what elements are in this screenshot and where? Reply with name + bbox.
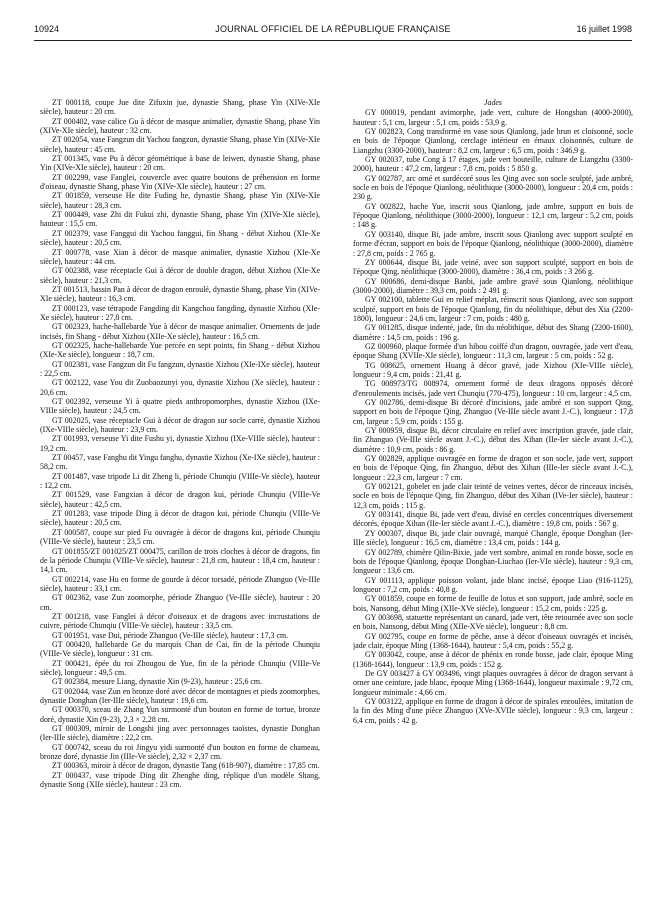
catalog-entry: GY 002100, tablette Gui en relief méplat, réinscrit sous Qianlong, avec son support sculpté, support en bois de l'époque Qianlong, fin du néolithique, début des Xia (2200-1800), longueur : 24,6 cm, largeur : 7 cm, poids : 480 g. — [353, 295, 633, 323]
catalog-entry: GY 000959, disque Bi, décor circulaire en relief avec inscription gravée, jade clair, fin Zhanguo (Ve-IIIe siècle avant J.-C.), début des Xihan (IIe-Ier siècle avant J.-C.), diamètre : 10,9 cm, poids : 86 g. — [353, 426, 633, 454]
publication-date: 16 juillet 1998 — [576, 24, 632, 34]
catalog-entry: ZT 000778, vase Xian à décor de masque animalier, dynastie Xizhou (XIe-Xe siècle), hauteur : 44 cm. — [40, 247, 320, 266]
catalog-entry: GT 002122, vase You dit Zuobaozunyi you, dynastie Xizhou (Xe siècle), hauteur : 20,6 cm. — [40, 378, 320, 397]
catalog-entry: GT 001951, vase Dui, période Zhanguo (Ve-IIIe siècle), hauteur : 17,3 cm. — [52, 630, 289, 640]
catalog-entry: GY 002823, Cong transformé en vase sous Qianlong, jade brun et cloisonné, socle en bois de l'époque Qianlong, cerclage intérieur en émaux cloisonnés, culture de Liangzhu (3300-2000), hauteur : 8,2 cm, largeur : 6,5 cm, poids : 346,9 g. — [353, 127, 633, 155]
catalog-entry: ZT 002054, vase Fangzun dit Yachou fangzun, dynastie Shang, phase Yin (XIVe-XIe siècle), hauteur : 45 cm. — [40, 135, 320, 154]
catalog-entry: GY 001859, coupe en forme de feuille de lotus et son support, jade ambré, socle en bois, Nansong, début Ming (XIIe-XVe siècle), longueur : 15,2 cm, poids : 225 g. — [353, 594, 633, 613]
catalog-entry: GY 002037, tube Cong à 17 étages, jade vert bouteille, culture de Liangzhu (3300-2000), hauteur : 47,2 cm, largeur : 7,8 cm, poids : 5 850 g. — [353, 155, 633, 174]
catalog-entry: ZT 001859, verseuse He dite Fuding he, dynastie Shang, phase Yin (XIVe-XIe siècle), hauteur : 28,3 cm. — [40, 191, 320, 210]
catalog-entry: TG 008625, ornement Huang à décor gravé, jade Xizhou (XIe-VIIIe siècle), longueur : 9,4 cm, poids : 21,41 g. — [353, 360, 633, 379]
catalog-entry: GY 003698, statuette représentant un canard, jade vert, tête retournée avec son socle en bois, Nansong, début Ming (XIIe-XVe siècle), longueur : 8,8 cm. — [353, 612, 633, 632]
catalog-entry: ZT 00457, vase Fanghu dit Yingu fanghu, dynastie Xizhou (Xe-IXe siècle), hauteur : 58,2 cm. — [40, 453, 320, 472]
page-number: 10924 — [34, 24, 60, 34]
catalog-entry: ZT 000587, coupe sur pied Fu ouvragée à décor de dragons kui, période Chunqiu (VIIIe-Ve siècle), hauteur : 23,5 cm. — [40, 527, 320, 547]
catalog-entry: ZT 000363, miroir à décor de dragon, dynastie Tang (618-907), diamètre : 17,85 cm. — [52, 761, 320, 771]
catalog-entry: ZT 001993, verseuse Yi dite Fushu yi, dynastie Xizhou (IXe-VIIIe siècle), hauteur : 19,2 cm. — [40, 434, 320, 453]
catalog-entry: GY 002829, applique ouvragée en forme de dragon et son socle, jade vert, support en bois de l'époque Qing, fin Zhanguo, début des Xihan (IIIe-Ier siècle avant J.-C.), longueur : 22,3 cm, largeur : 7 cm. — [353, 454, 633, 482]
catalog-entry: ZY 000644, disque Bi, jade veiné, avec son support sculpté, support en bois de l'époque Qing, néolithique (3000-2000), diamètre : 36,4 cm, poids : 3 266 g. — [353, 257, 633, 277]
catalog-entry: GT 002025, vase réceptacle Gui à décor de dragon sur socle carré, dynastie Xizhou (IXe-VIIIe siècle), hauteur : 23,9 cm. — [40, 415, 320, 435]
catalog-entry: GT 000742, sceau du roi Jingyu yidi surmonté d'un bouton en forme de chameau, bronze doré, dynastie Jin (IIIe-Ve siècle), 2,32 × 2,37 cm. — [40, 742, 320, 762]
catalog-entry: ZT 001345, vase Pu à décor géométrique à base de leiwen, dynastie Shang, phase Yin (XIVe-XIe siècle), hauteur : 20 cm. — [40, 154, 320, 173]
catalog-entry: GY 001285, disque indenté, jade, fin du néolithique, début des Shang (2200-1600), diamètre : 14,5 cm, poids : 196 g. — [353, 323, 633, 342]
catalog-entry: GT 002381, vase Fangzun dit Fu fangzun, dynastie Xizhou (XIe-IXe siècle), hauteur : 22,5 cm. — [40, 359, 320, 378]
catalog-entry: GY 003122, applique en forme de dragon à décor de spirales enroulées, imitation de la fin des Ming d'une pièce Zhanguo (XVe-XVIIe siècle), longueur : 9,3 cm, largeur : 6,4 cm, poids : 42 g. — [353, 697, 633, 725]
left-column — [40, 98, 320, 888]
catalog-entry: GY 002121, gobelet en jade clair teinté de veines vertes, décor de rinceaux incisés, socle en bois de l'époque Qing, fin Zhanguo, début des Xihan (IVe-Ier siècle), hauteur : 12,3 cm, poids : 115 g. — [353, 482, 633, 510]
catalog-entry: GY 002786, demi-disque Bi décoré d'incisions, jade ambré et son support Qing, support en bois de l'époque Qing, Zhanguo (Ve-IIIe siècle avant J.-C.), longueur : 17,8 cm, largeur : 5,9 cm, poids : 155 g. — [353, 398, 633, 426]
catalog-entry: GY 002795, coupe en forme de pêche, anse à décor d'oiseaux ouvragés et incisés, jade clair, époque Ming (1368-1644), hauteur : 5,4 cm, poids : 55,2 g. — [353, 631, 633, 650]
catalog-entry: GY 003140, disque Bi, jade ambre, inscrit sous Qianlong avec support sculpté en forme d'écran, support en bois de l'époque Qianlong, néolithique (3000-2000), diamètre : 27,8 cm, poids : 2 765 g. — [353, 229, 633, 258]
header-rule — [34, 40, 632, 41]
catalog-entry: GT 001855/ZT 001025/ZT 000475, carillon de trois cloches à décor de dragons, fin de la période Chunqiu (VIIIe-Ve siècle), hauteur : 21,8 cm, hauteur : 18,4 cm, hauteur : 14,1 cm. — [40, 546, 320, 575]
catalog-entry: GZ 000960, plaque formée d'un hibou coiffé d'un dragon, ouvragée, jade vert d'eau, époque Shang (XVIIe-XIe siècle), longueur : 11,3 cm, largeur : 5 cm, poids : 52 g. — [353, 341, 633, 361]
catalog-entry: GY 002822, hache Yue, inscrit sous Qianlong, jade ambre, support en bois de l'époque Qianlong, néolithique (3000-2000), longueur : 12,1 cm, largeur : 5,2 cm, poids : 148 g. — [353, 201, 633, 230]
catalog-entry: ZT 002299, vase Fanglei, couvercle avec quatre boutons de préhension en forme d'oiseau, dynastie Shang, phase Yin (XIVe-XIe siècle), hauteur : 27 cm. — [40, 172, 320, 192]
catalog-entry: ZY 000307, disque Bi, jade clair ouvragé, marqué Changle, époque Donghan (Ier-IIIe siècle), longueur : 16,5 cm, diamètre : 13,4 cm, poids : 144 g. — [353, 528, 633, 548]
section-title-jades: Jades — [484, 98, 502, 107]
catalog-entry: TG 008973/TG 008974, ornement formé de deux dragons opposés décoré d'enroulements incisés, jade vert Chunqiu (770-475), longueur : 10 cm, largeur : 4,5 cm. — [353, 379, 633, 398]
catalog-entry: GT 002325, hache-hallebarde Yue percée en sept points, fin Shang - début Xizhou (XIe-Xe siècle), longueur : 18,7 cm. — [40, 340, 320, 360]
catalog-entry: GT 002362, vase Zun zoomorphe, période Zhanguo (Ve-IIIe siècle), hauteur : 20 cm. — [40, 593, 320, 612]
catalog-entry: GT 002044, vase Zun en bronze doré avec décor de montagnes et pieds zoomorphes, dynastie Donghan (Ier-IIIe siècle), hauteur : 19,6 cm. — [40, 686, 320, 705]
catalog-entry: ZT 000437, vase tripode Ding dit Zhenghe ding, réplique d'un modèle Shang, dynastie Song (XIIe siècle), hauteur : 23 cm. — [40, 770, 320, 790]
catalog-entry: ZT 000449, vase Zhi dit Fukui zhi, dynastie Shang, phase Yin (XIVe-XIe siècle), hauteur : 15,5 cm. — [40, 210, 320, 229]
catalog-entry: GT 002392, verseuse Yi à quatre pieds anthropomorphes, dynastie Xizhou (IXe-VIIIe siècle), hauteur : 24,5 cm. — [40, 397, 320, 416]
catalog-entry: ZT 001283, vase tripode Ding à décor de dragon kui, période Chunqiu (VIIIe-Ve siècle), hauteur : 20,5 cm. — [40, 509, 320, 528]
catalog-entry: GT 000309, miroir de Longshi jing avec personnages taoïstes, dynastie Donghan (Ier-IIIe siècle), diamètre : 22,2 cm. — [40, 724, 320, 743]
catalog-entry: ZT 000118, coupe Jue dite Zifuxin jue, dynastie Shang, phase Yin (XIVe-XIe siècle), hauteur : 20 cm. — [40, 98, 320, 117]
catalog-entry: GY 003141, disque Bi, jade vert d'eau, divisé en cercles concentriques diversement décorés, époque Xihan (IIe-Ier siècle avant J.-C.), diamètre : 19,8 cm, poids : 567 g. — [353, 510, 633, 529]
catalog-entry: GY 001113, applique poisson volant, jade blanc incisé, époque Liao (916-1125), longueur : 7,2 cm, poids : 40,8 g. — [353, 575, 633, 594]
catalog-entry: ZT 002379, vase Fanggui dit Yachou fanggui, fin Shang - début Xizhou (XIe-Xe siècle), hauteur : 20,5 cm. — [40, 228, 320, 248]
right-column — [353, 98, 633, 888]
catalog-entry: GT 000370, sceau de Zhang Yun surmonté d'un bouton en forme de tortue, bronze doré, dynastie Xin (9-23), 2,3 × 2,28 cm. — [40, 705, 320, 724]
catalog-entry: ZT 001218, vase Fanglei à décor d'oiseaux et de dragons avec incrustations de cuivre, période Chunqiu (VIIIe-Ve siècle), hauteur : 33,5 cm. — [40, 611, 320, 631]
catalog-entry: GT 002384, mesure Liang, dynastie Xin (9-23), hauteur : 25,6 cm. — [52, 677, 263, 687]
catalog-entry: GY 000019, pendant avimorphe, jade vert, culture de Hongshan (4000-2000), hauteur : 5,1 cm, largeur : 5,1 cm, poids : 53,9 g. — [353, 108, 633, 127]
catalog-entry: GT 002214, vase Hu en forme de gourde à décor torsadé, période Zhanguo (Ve-IIIe siècle), hauteur : 33,1 cm. — [40, 574, 320, 593]
catalog-entry: ZT 001513, bassin Pan à décor de dragon enroulé, dynastie Shang, phase Yin (XIVe-XIe siècle), hauteur : 16,3 cm. — [40, 284, 320, 304]
catalog-entry: ZT 000421, épée du roi Zhougou de Yue, fin de la période Chunqiu (VIIIe-Ve siècle), longueur : 49,5 cm. — [40, 658, 320, 677]
catalog-entry: ZT 001487, vase tripode Li dit Zheng li, période Chunqiu (VIIIe-Ve siècle), hauteur : 12,2 cm. — [40, 471, 320, 491]
catalog-entry: ZT 001529, vase Fangxian à décor de dragon kui, période Chunqiu (VIIIe-Ve siècle), hauteur : 42,5 cm. — [40, 490, 320, 509]
catalog-entry: GY 002787, arc orné et surdécoré sous les Qing avec son socle sculpté, jade ambré, socle en bois de l'époque Qianlong, néolithique (3000-2000), longueur : 20,4 cm, poids : 230 g. — [353, 173, 633, 202]
catalog-entry: ZT 000402, vase calice Gu à décor de masque animalier, dynastie Shang, phase Yin (XIVe-XIe siècle), hauteur : 32 cm. — [40, 116, 320, 136]
catalog-entry: GY 003042, coupe, anse à décor de phénix en ronde bosse, jade clair, époque Ming (1368-1644), longueur : 13,9 cm, poids : 152 g. — [353, 650, 633, 669]
catalog-entry: GY 002789, chimère Qilin-Bixie, jade vert sombre, animal en ronde bosse, socle en bois de l'époque Qianlong, époque Donghan-Liuchao (Ier-VIe siècle), hauteur : 9,3 cm, longueur : 13,6 cm. — [353, 547, 633, 576]
page-header — [34, 24, 632, 38]
journal-title: JOURNAL OFFICIEL DE LA RÉPUBLIQUE FRANÇAISE — [215, 24, 451, 34]
catalog-entry: GT 000420, hallebarde Ge du marquis Chan de Cai, fin de la période Chunqiu (VIIIe-Ve siècle), longueur : 31 cm. — [40, 639, 320, 659]
catalog-entry: GT 002388, vase réceptacle Gui à décor de double dragon, début Xizhou (XIe-Xe siècle), hauteur : 21,3 cm. — [40, 266, 320, 285]
catalog-entry: GY 000686, demi-disque Banbi, jade ambre gravé sous Qianlong, néolithique (3000-2000), diamètre : 39,3 cm, poids : 2 491 g. — [353, 276, 633, 295]
catalog-entry: ZT 000123, vase tétrapode Fangding dit Kangchou fangding, dynastie Xizhou (XIe-Xe siècle), hauteur : 27,8 cm. — [40, 303, 320, 322]
catalog-entry: De GY 003427 à GY 003496, vingt plaques ouvragées à décor de dragon servant à orner une ceinture, jade blanc, époque Ming (1368-1644), longueur maximale : 9,72 cm, longueur minimale : 4,66 cm. — [353, 668, 633, 697]
catalog-entry: GT 002323, hache-hallebarde Yue à décor de masque animalier. Ornements de jade incisés, fin Shang - début Xizhou (XIIe-Xe siècle), hauteur : 16,5 cm. — [40, 322, 320, 341]
